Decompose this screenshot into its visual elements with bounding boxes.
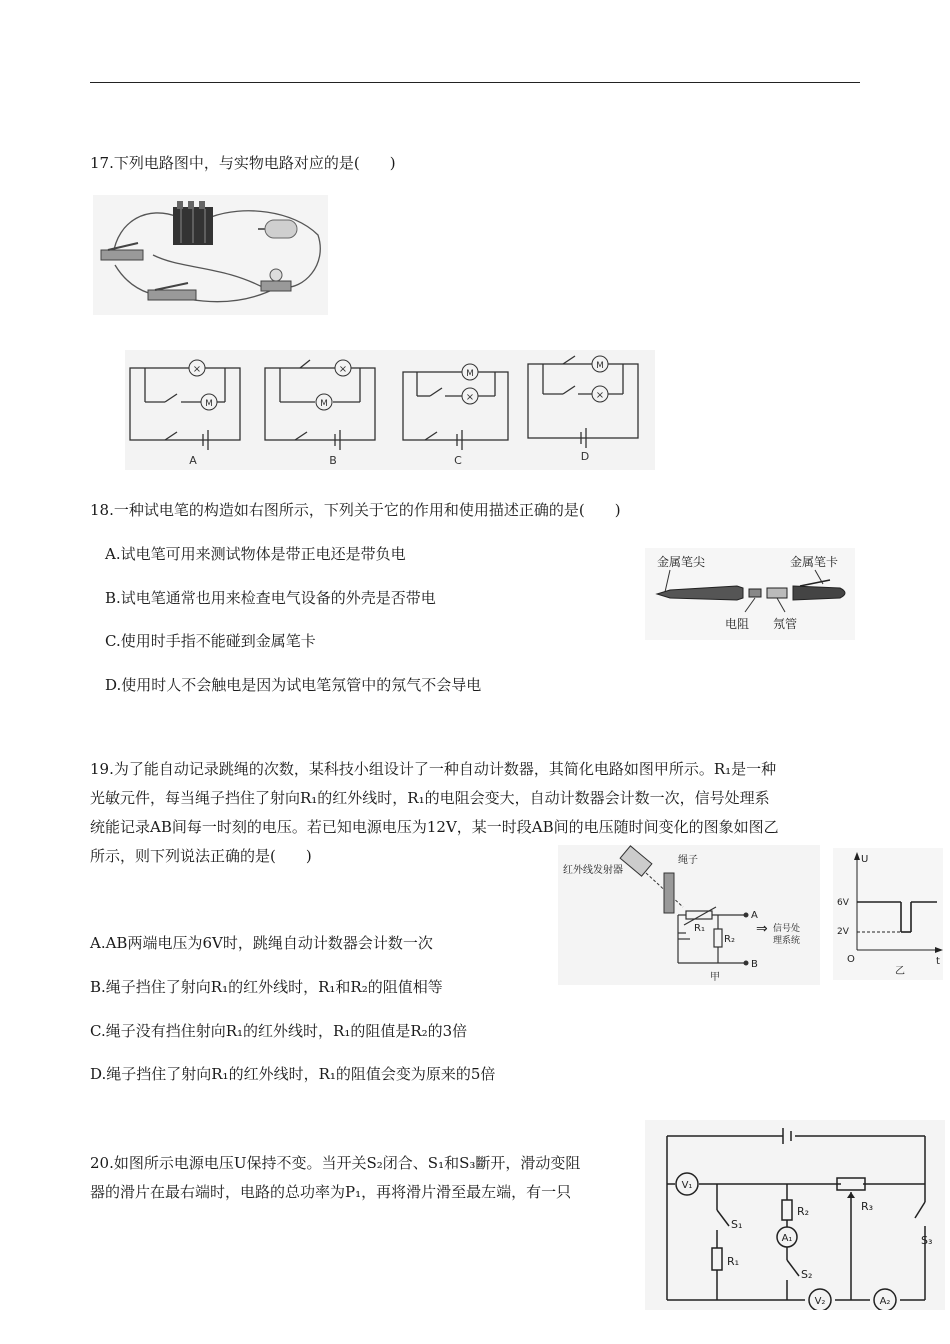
q20-label-a2: A₂ <box>879 1296 891 1307</box>
q20-line-2: 器的滑片在最右端时，电路的总功率为P₁，再将滑片滑至最左端，有一只 <box>90 1183 572 1201</box>
q18-label-clip: 金属笔卡 <box>790 555 839 569</box>
svg-text:×: × <box>192 364 202 375</box>
q19-chart-t-label: t <box>936 956 940 967</box>
q19-line-2: 光敏元件，每当绳子挡住了射向R₁的红外线时，R₁的电阻会变大，自动计数器会计数一次，信号处理系 <box>90 789 770 807</box>
q19-label-a: A <box>751 910 758 921</box>
q19-label-yi: 乙 <box>895 966 905 977</box>
svg-text:×: × <box>595 390 605 401</box>
q18-option-b: B.试电笔通常也用来检查电气设备的外壳是否带电 <box>105 589 436 607</box>
q18-option-c: C.使用时手指不能碰到金属笔卡 <box>105 632 316 650</box>
q20-label-v1: V₁ <box>681 1180 693 1191</box>
q20-label-r1: R₁ <box>727 1255 740 1268</box>
svg-text:×: × <box>338 364 348 375</box>
q20-label-r3: R₃ <box>861 1200 874 1213</box>
svg-text:M: M <box>596 361 604 371</box>
q18-test-pen-figure <box>645 548 855 640</box>
q18-label-tip: 金属笔尖 <box>657 555 706 569</box>
q19-label-jia: 甲 <box>710 972 720 983</box>
q17-stem: 17.下列电路图中，与实物电路对应的是( ) <box>90 154 396 172</box>
q20-label-s2: S₂ <box>801 1268 813 1281</box>
q19-option-d: D.绳子挡住了射向R₁的红外线时，R₁的阻值会变为原来的5倍 <box>90 1065 496 1083</box>
q19-chart-2v: 2V <box>837 927 849 937</box>
q20-label-s1: S₁ <box>731 1218 743 1231</box>
q19-label-signal-1: 信号处 <box>773 924 801 934</box>
q19-chart-6v: 6V <box>837 898 849 908</box>
q19-label-b: B <box>751 959 758 970</box>
q20-circuit-figure <box>645 1120 945 1310</box>
q19-figure-yi-chart <box>833 848 943 980</box>
q20-line-1: 20.如图所示电源电压U保持不变。当开关S₂闭合、S₁和S₃斷开，滑动变阻 <box>90 1154 581 1172</box>
q18-option-a: A.试电笔可用来测试物体是带正电还是带负电 <box>105 545 406 563</box>
svg-text:M: M <box>320 399 328 409</box>
svg-text:×: × <box>465 392 475 403</box>
q19-line-1: 19.为了能自动记录跳绳的次数，某科技小组设计了一种自动计数器，其简化电路如图甲所示。R₁是一种 <box>90 760 777 778</box>
q19-label-emitter: 红外线发射器 <box>563 865 623 876</box>
q19-chart-origin: O <box>847 954 855 965</box>
q17-label-b: B <box>329 454 337 467</box>
q17-physical-circuit-photo <box>93 195 328 315</box>
svg-text:M: M <box>466 369 474 379</box>
q17-label-c: C <box>454 454 462 467</box>
q19-label-rope: 绳子 <box>678 855 698 866</box>
q19-line-4: 所示，则下列说法正确的是( ) <box>90 847 312 865</box>
q19-option-a: A.AB两端电压为6V时，跳绳自动计数器会计数一次 <box>90 934 433 952</box>
svg-text:M: M <box>205 399 213 409</box>
q17-label-d: D <box>580 450 590 463</box>
q20-label-v2: V₂ <box>814 1296 826 1307</box>
q19-label-r2: R₂ <box>724 934 735 945</box>
q18-option-d: D.使用时人不会触电是因为试电笔氖管中的氖气不会导电 <box>105 676 482 694</box>
q18-stem: 18.一种试电笔的构造如右图所示，下列关于它的作用和使用描述正确的是( ) <box>90 501 621 519</box>
q19-figure-jia <box>558 845 820 985</box>
q20-label-s3: S₃ <box>921 1234 933 1247</box>
q19-option-c: C.绳子没有挡住射向R₁的红外线时，R₁的阻值是R₂的3倍 <box>90 1022 468 1040</box>
q18-label-neon: 氖管 <box>773 617 798 631</box>
q19-chart-u-label: U <box>861 854 869 865</box>
q19-label-r1: R₁ <box>694 923 705 934</box>
svg-text:⇒: ⇒ <box>756 921 768 937</box>
q19-option-b: B.绳子挡住了射向R₁的红外线时，R₁和R₂的阻值相等 <box>90 978 443 996</box>
q19-line-3: 统能记录AB间每一时刻的电压。若已知电源电压为12V，某一时段AB间的电压随时间变化的图象如图乙 <box>90 818 779 836</box>
q18-label-resistor: 电阻 <box>725 617 750 631</box>
q20-label-r2: R₂ <box>797 1205 810 1218</box>
q20-label-a1: A₁ <box>781 1233 793 1244</box>
q17-circuit-options <box>125 350 655 470</box>
q17-label-a: A <box>189 454 197 467</box>
header-rule <box>90 82 860 83</box>
q19-label-signal-2: 理系统 <box>773 936 801 946</box>
